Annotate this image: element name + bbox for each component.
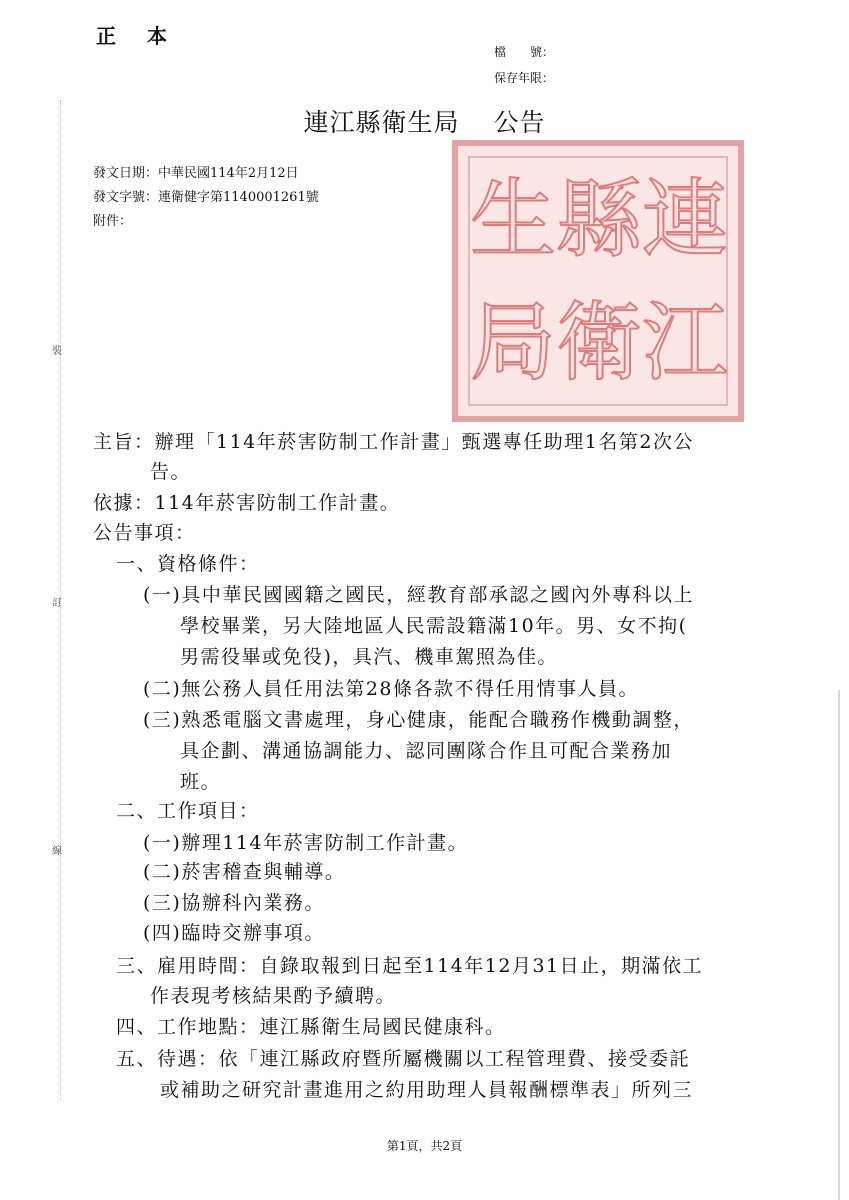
subject-line-1: 主旨：辦理「114年菸害防制工作計畫」甄選專任助理1名第2次公 (93, 431, 694, 453)
section-1-item-a-line-3: 男需役畢或免役)，具汽、機車駕照為佳。 (180, 646, 558, 668)
document-number: 發文字號：連衛健字第1140001261號 (93, 190, 319, 205)
section-2-item-c: (三)協辦科內業務。 (143, 892, 325, 914)
section-1-item-c-line-3: 班。 (180, 771, 222, 793)
seal-char: 縣 (556, 169, 642, 270)
retention-label: 保存年限： (494, 71, 555, 85)
section-1-item-c-line-2: 具企劃、溝通協調能力、認同團隊合作且可配合業務加 (180, 740, 673, 762)
binding-mark-zhuang: 裝 (52, 346, 62, 357)
seal-char: 江 (642, 292, 728, 393)
section-3-line-2: 作表現考核結果酌予續聘。 (150, 985, 397, 1007)
seal-char: 生 (470, 169, 556, 270)
section-2-item-a: (一)辦理114年菸害防制工作計畫。 (143, 832, 469, 854)
section-1-title: 一、資格條件： (116, 553, 260, 575)
page-number: 第1頁，共2頁 (386, 1139, 463, 1153)
section-1-item-a-line-2: 學校畢業，另大陸地區人民需設籍滿10年。男、女不拘( (180, 615, 688, 637)
seal-char: 連 (642, 169, 728, 270)
section-2-item-d: (四)臨時交辦事項。 (143, 922, 325, 944)
binding-mark-xian: 線 (52, 846, 62, 857)
binding-mark-ding: 訂 (52, 598, 62, 609)
document-title (0, 103, 849, 139)
section-3-line-1: 三、雇用時間：自錄取報到日起至114年12月31日止，期滿依工 (116, 955, 704, 977)
document-type: 公告 (493, 108, 546, 137)
seal-char: 局 (470, 292, 556, 393)
basis-line: 依據：114年菸害防制工作計畫。 (93, 492, 401, 514)
section-2-item-b: (二)菸害稽查與輔導。 (143, 861, 346, 883)
official-seal (452, 140, 744, 422)
issue-date: 發文日期：中華民國114年2月12日 (93, 166, 299, 181)
section-1-item-b: (二)無公務人員任用法第28條各款不得任用情事人員。 (143, 678, 640, 700)
subject-line-2: 告。 (150, 461, 192, 483)
file-number-label: 檔 號： (494, 45, 555, 59)
section-5-line-2: 或補助之研究計畫進用之約用助理人員報酬標準表」所列三 (160, 1079, 694, 1101)
copy-mark: 正 本 (96, 24, 179, 48)
section-1-item-a-line-1: (一)具中華民國國籍之國民，經教育部承認之國內外專科以上 (143, 584, 694, 606)
section-1-item-c-line-1: (三)熟悉電腦文書處理，身心健康，能配合職務作機動調整， (143, 709, 694, 731)
agency-name: 連江縣衛生局 (303, 108, 460, 137)
section-4-line: 四、工作地點：連江縣衛生局國民健康科。 (116, 1016, 506, 1038)
seal-char: 衛 (556, 292, 642, 393)
section-5-line-1: 五、待遇：依「連江縣政府暨所屬機關以工程管理費、接受委託 (116, 1048, 691, 1070)
scan-edge (838, 690, 840, 1200)
section-2-title: 二、工作項目： (116, 800, 260, 822)
attachment-label: 附件： (93, 214, 133, 229)
items-heading: 公告事項： (93, 522, 196, 544)
